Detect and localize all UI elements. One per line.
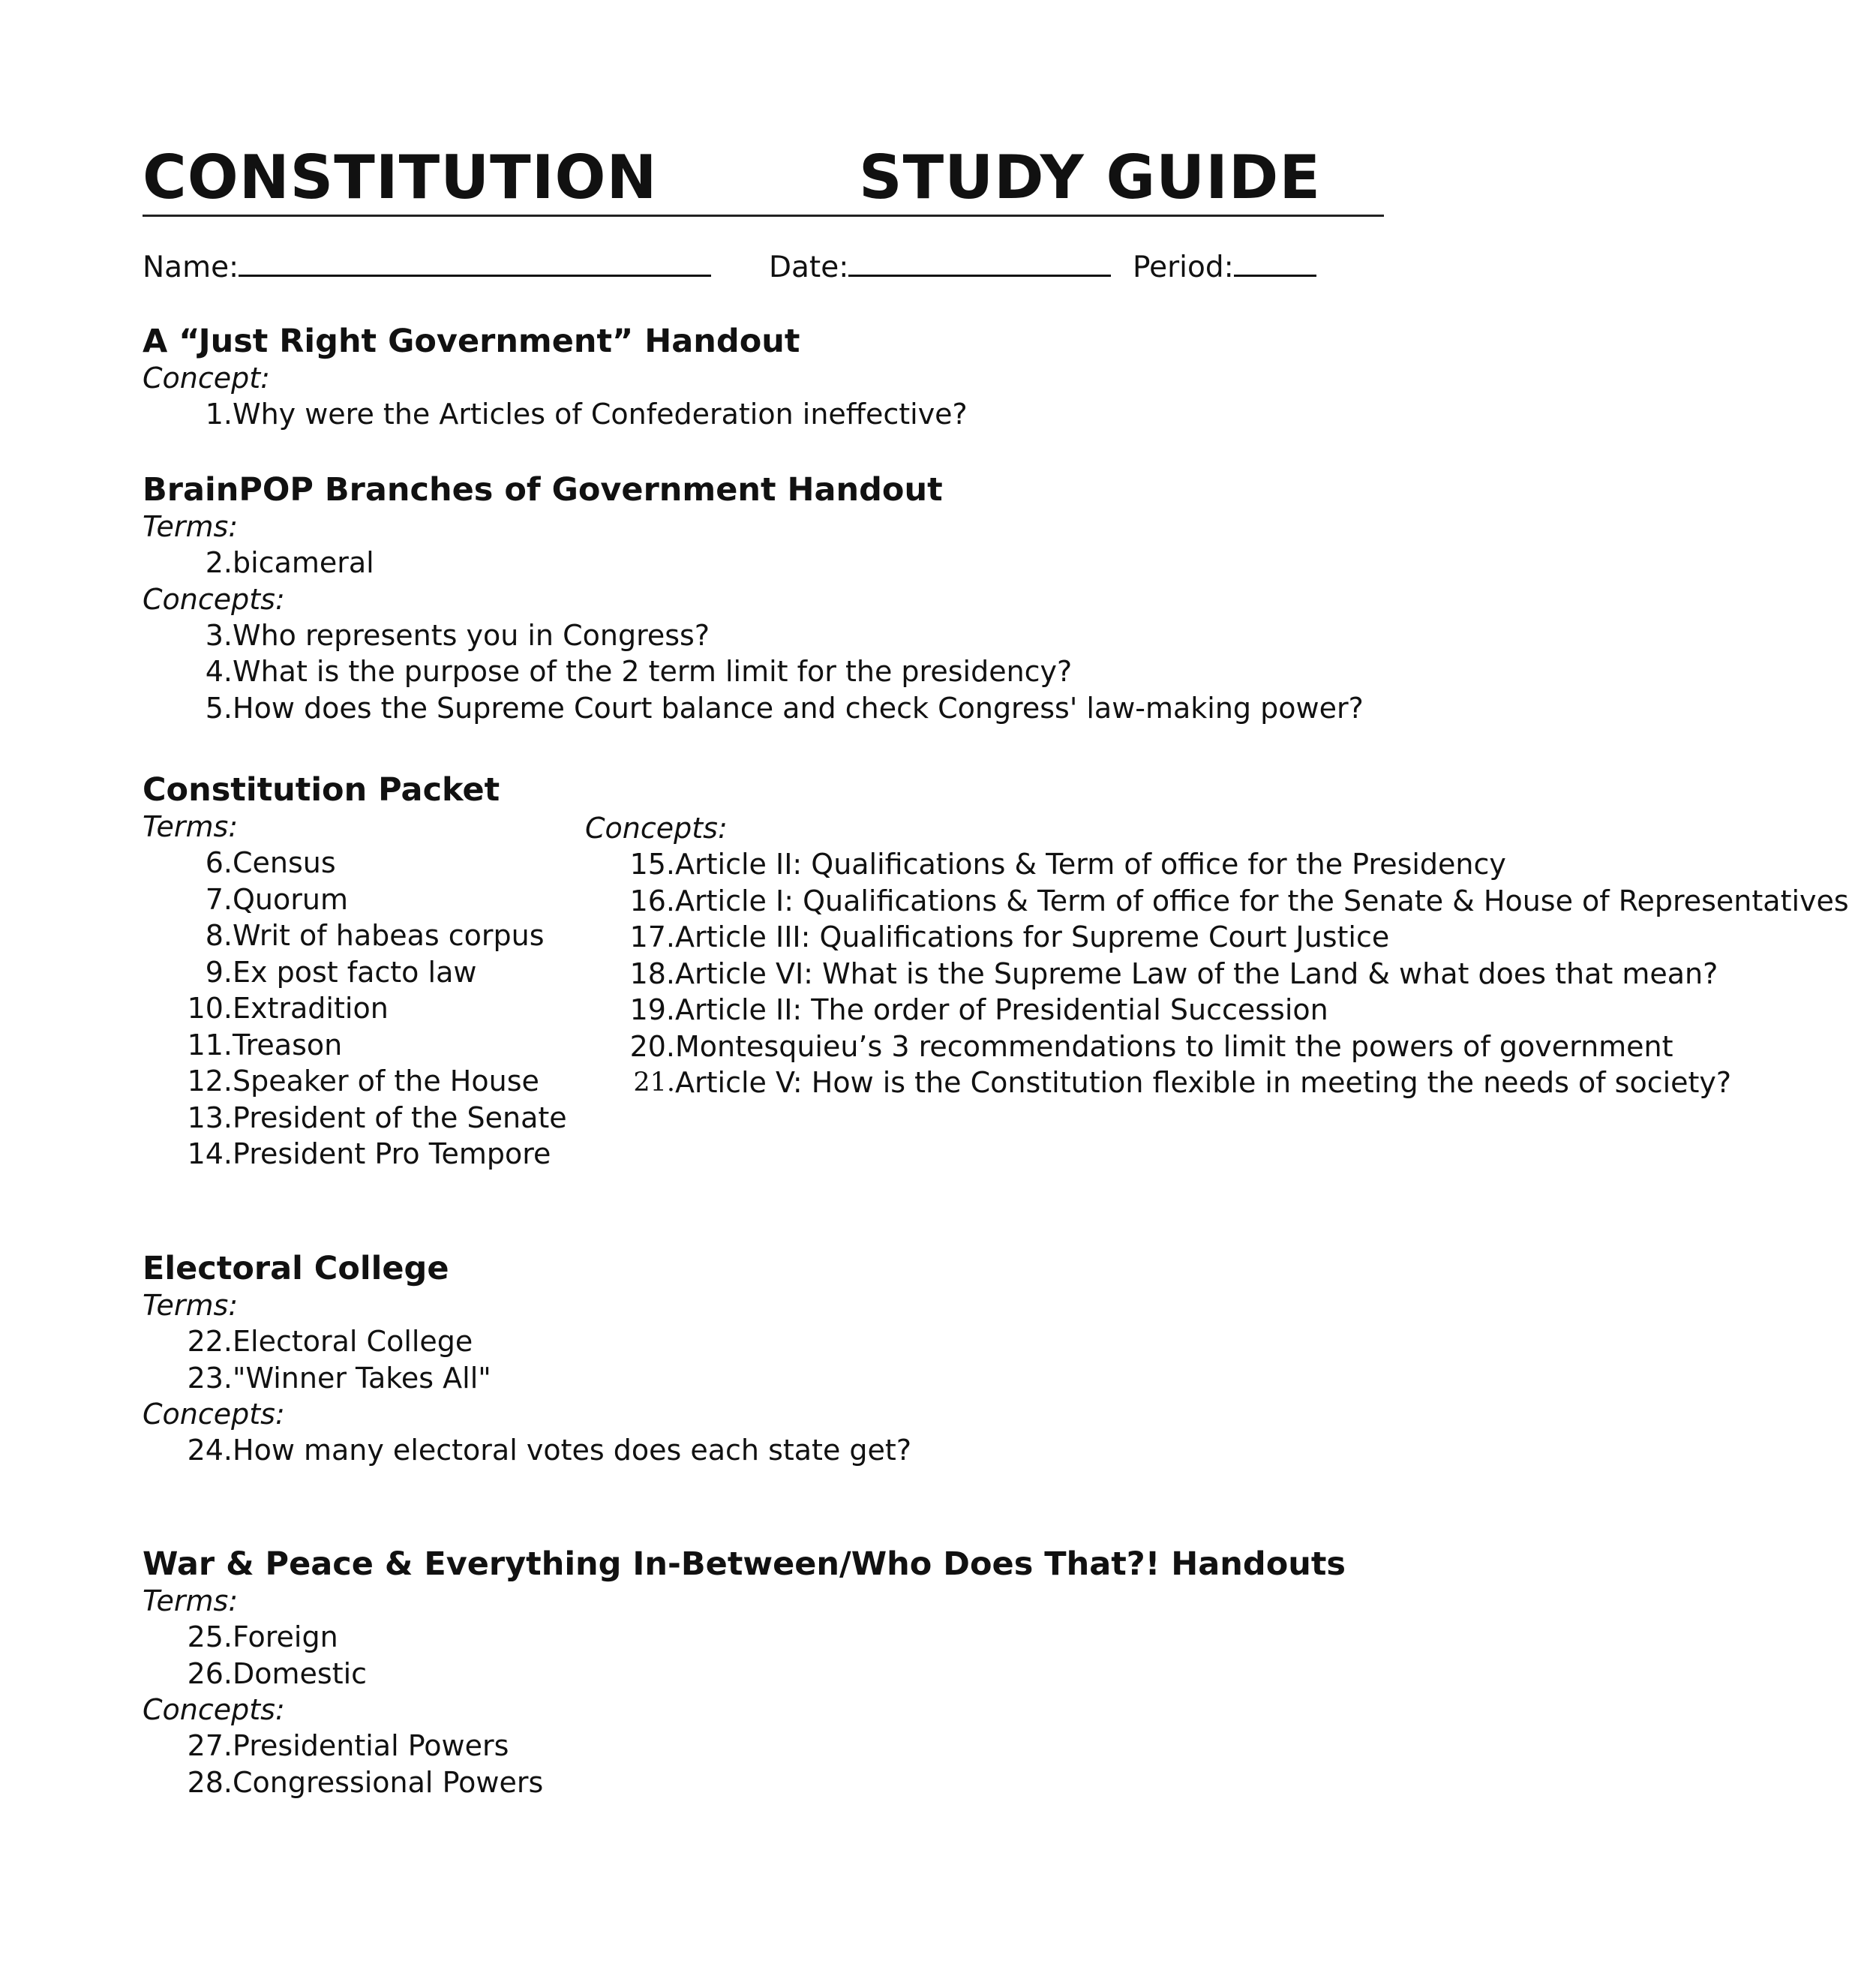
- terms-label: Terms:: [143, 1289, 239, 1322]
- section-heading: Electoral College: [143, 1250, 449, 1287]
- item-text: Domestic: [233, 1656, 368, 1690]
- item-text: Speaker of the House: [233, 1065, 539, 1098]
- list-item: [143, 845, 567, 881]
- list-item: [143, 1360, 911, 1397]
- item-number: 1.: [205, 398, 233, 431]
- item-text: Who represents you in Congress?: [233, 618, 710, 652]
- period-field[interactable]: [1133, 249, 1316, 284]
- item-text: Congressional Powers: [233, 1765, 544, 1799]
- list-item: [143, 545, 1364, 581]
- item-number: 5.: [205, 691, 233, 725]
- title-divider: [143, 215, 1384, 217]
- item-text: Writ of habeas corpus: [233, 919, 545, 952]
- item-text: Article III: Qualifications for Supreme Court Justice: [675, 920, 1390, 953]
- item-number: 10.: [187, 992, 233, 1025]
- list-item: [585, 1029, 1673, 1065]
- item-number: 2.: [205, 546, 233, 579]
- title-constitution: CONSTITUTION: [143, 143, 658, 212]
- list-item: [143, 1063, 567, 1100]
- constitution-packet-concepts: [585, 810, 1849, 1101]
- item-text: Treason: [233, 1028, 343, 1062]
- item-number: 6.: [205, 846, 233, 879]
- section-war-and-peace: [143, 1545, 1346, 1800]
- list-item: [143, 990, 567, 1027]
- item-number: 24.: [187, 1434, 233, 1467]
- name-blank-line[interactable]: [239, 249, 711, 277]
- date-label: Date:: [769, 251, 849, 284]
- list-item: [143, 1323, 911, 1360]
- list-item: [143, 1432, 911, 1469]
- item-text: Montesquieu’s 3 recommendations to limit the powers of government: [675, 1029, 1673, 1063]
- item-number: 12.: [187, 1065, 233, 1098]
- name-label: Name:: [143, 251, 239, 284]
- item-number: 19.: [629, 993, 675, 1026]
- concepts-label: Concepts:: [143, 1693, 285, 1726]
- list-item: [143, 690, 1364, 727]
- item-number: 25.: [187, 1620, 233, 1653]
- list-item: [143, 1764, 1346, 1801]
- item-number: 13.: [187, 1101, 233, 1134]
- list-item: [585, 956, 1718, 992]
- item-number: 20.: [629, 1029, 675, 1063]
- item-text: Ex post facto law: [233, 955, 477, 989]
- section-heading: A “Just Right Government” Handout: [143, 323, 800, 360]
- item-text: Article II: The order of Presidential Succession: [675, 993, 1328, 1026]
- concepts-label: Concepts:: [143, 582, 285, 616]
- item-number: 26.: [187, 1656, 233, 1690]
- item-text: Census: [233, 846, 336, 879]
- list-item: [143, 1136, 567, 1173]
- list-item: [143, 881, 567, 918]
- period-label: Period:: [1133, 251, 1234, 284]
- list-item: [143, 617, 1364, 654]
- item-text: Electoral College: [233, 1325, 473, 1358]
- list-item: [143, 396, 968, 433]
- terms-label: Terms:: [143, 1584, 239, 1617]
- section-electoral-college: [143, 1250, 911, 1469]
- date-blank-line[interactable]: [848, 249, 1111, 277]
- list-item: [585, 883, 1849, 920]
- item-text: Article I: Qualifications & Term of office for the Senate & House of Representatives: [675, 884, 1849, 917]
- section-heading: Constitution Packet: [143, 771, 500, 809]
- item-text: bicameral: [233, 546, 374, 579]
- item-number: 11.: [187, 1028, 233, 1062]
- item-number: 3.: [205, 618, 233, 652]
- item-text: President Pro Tempore: [233, 1137, 551, 1170]
- list-item: [143, 1728, 1346, 1764]
- list-item: [143, 1100, 567, 1137]
- item-number: 8.: [205, 919, 233, 952]
- item-text: How many electoral votes does each state get?: [233, 1434, 911, 1467]
- item-number: 21.: [633, 1068, 675, 1098]
- section-just-right-government: [143, 323, 968, 433]
- period-blank-line[interactable]: [1234, 249, 1316, 277]
- page-title: [143, 143, 1384, 218]
- concept-label: Concept:: [143, 362, 270, 395]
- item-number: 28.: [187, 1765, 233, 1799]
- item-text: Article II: Qualifications & Term of office for the Presidency: [675, 848, 1506, 881]
- item-number: 14.: [187, 1137, 233, 1170]
- terms-label: Terms:: [143, 810, 239, 843]
- list-item: [143, 1656, 1346, 1692]
- list-item: [143, 954, 567, 991]
- date-field[interactable]: [769, 249, 1111, 284]
- item-text: President of the Senate: [233, 1101, 567, 1134]
- list-item: [143, 1619, 1346, 1656]
- item-text: How does the Supreme Court balance and check Congress' law-making power?: [233, 691, 1364, 725]
- item-number: 4.: [205, 655, 233, 688]
- item-number: 23.: [187, 1361, 233, 1395]
- list-item: [143, 1027, 567, 1064]
- item-text: Presidential Powers: [233, 1729, 509, 1762]
- item-text: Quorum: [233, 882, 348, 916]
- list-item: [585, 846, 1506, 883]
- item-number: 17.: [629, 920, 675, 953]
- title-study-guide: STUDY GUIDE: [859, 143, 1321, 212]
- item-number: 15.: [629, 848, 675, 881]
- list-item: [143, 917, 567, 954]
- item-number: 18.: [629, 956, 675, 990]
- name-field[interactable]: [143, 249, 711, 284]
- item-text: Article VI: What is the Supreme Law of the Land & what does that mean?: [675, 956, 1718, 990]
- section-brainpop-branches: [143, 471, 1364, 726]
- section-heading: War & Peace & Everything In-Between/Who Does That?! Handouts: [143, 1545, 1346, 1583]
- item-number: 27.: [187, 1729, 233, 1762]
- item-text: Article V: How is the Constitution flexible in meeting the needs of society?: [675, 1066, 1732, 1099]
- item-number: 9.: [205, 955, 233, 989]
- section-constitution-packet: [143, 771, 567, 1173]
- item-text: Foreign: [233, 1620, 338, 1653]
- list-item: [585, 992, 1463, 1029]
- list-item: [585, 1065, 1732, 1101]
- item-text: Extradition: [233, 992, 389, 1025]
- item-number: 16.: [629, 884, 675, 917]
- item-text: Why were the Articles of Confederation ineffective?: [233, 398, 968, 431]
- item-text: What is the purpose of the 2 term limit for the presidency?: [233, 655, 1073, 688]
- item-text: "Winner Takes All": [233, 1361, 491, 1395]
- list-item: [585, 919, 1463, 956]
- concepts-label: Concepts:: [585, 812, 728, 845]
- item-number: 22.: [187, 1325, 233, 1358]
- section-heading: BrainPOP Branches of Government Handout: [143, 471, 943, 509]
- terms-label: Terms:: [143, 510, 239, 543]
- item-number: 7.: [205, 882, 233, 916]
- concepts-label: Concepts:: [143, 1398, 285, 1431]
- list-item: [143, 653, 1364, 690]
